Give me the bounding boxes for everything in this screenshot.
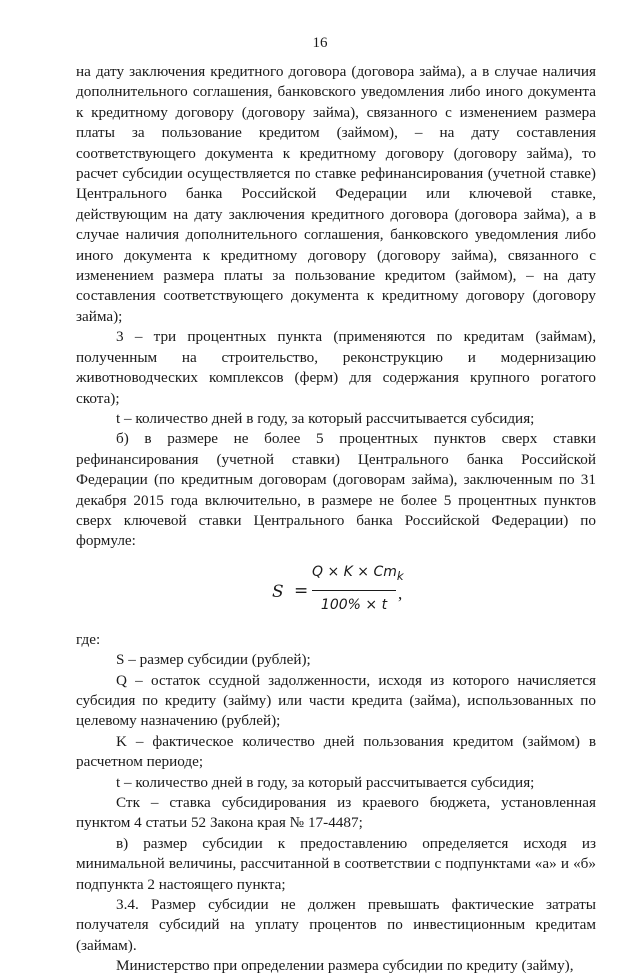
paragraph: S – размер субсидии (рублей);: [116, 651, 311, 669]
paragraph: в) размер субсидии к предоставлению определяется исходя из минимальной величины, рассчитанной в соответствии с подпунктами «а» и «б» подпункта 2 настоящего пункта;: [76, 834, 596, 893]
paragraph: t – количество дней в году, за который рассчитывается субсидия;: [116, 773, 535, 791]
formula-numerator: $Q \times K \times Cm_k$: [312, 563, 404, 583]
paragraph: б) в размере не более 5 процентных пунктов сверх ставки рефинансирования (учетной ставки) Центрального банка Российской Федерации (по кредитным договорам (договорам займа), заключенным по 31 декабря 2015 года включительно, в размере не более 5 процентных пунктов сверх ключевой ставки Центрального банка Российской Федерации) по формуле:: [76, 430, 596, 550]
paragraph: на дату заключения кредитного договора (договора займа), а в случае наличия дополнительного соглашения, банковского уведомления либо иного документа к кредитному договору (договору займа), связанного с изменением размера платы за пользование кредитом (займом), – на дату составления соответствующего документа к кредитному договору (договору займа), то расчет субсидии осуществляется по ставке рефинансирования (учетной ставке) Центрального банка Российской Федерации или ключевой ставке, действующим на дату заключения кредитного договора (договора займа), а в случае наличия дополнительного соглашения, банковского уведомления либо иного документа к кредитному договору (договору займа), связанного с изменением размера платы за пользование кредитом (займом), – на дату составления соответствующего документа к кредитному договору (договору займа);: [76, 63, 596, 325]
formula-equals: =: [294, 580, 309, 601]
formula-denominator: 100% × t: [320, 596, 388, 613]
formula-comma: ,: [398, 583, 403, 603]
page-number: 16: [312, 35, 328, 51]
subsidy-formula: [76, 562, 596, 622]
formula-lhs: S: [272, 581, 284, 602]
paragraph: 3.4. Размер субсидии не должен превышать фактические затраты получателя субсидий на уплату процентов по инвестиционным кредитам (займам).: [76, 896, 596, 954]
paragraph: Q – остаток ссудной задолженности, исходя из которого начисляется субсидия по кредиту (займу) или части кредита (займа), использованных по целевому назначению (рублей);: [76, 671, 596, 730]
paragraph: 3 – три процентных пункта (применяются по кредитам (займам), полученным на строительство, реконструкцию и модернизацию животноводческих комплексов (ферм) для содержания крупного рогатого скота);: [76, 328, 596, 407]
document-body: [76, 62, 596, 977]
where-label: где:: [76, 630, 101, 648]
formula-subscript: k: [396, 568, 404, 583]
paragraph: Министерство при определении размера субсидии по кредиту (займу),: [116, 957, 574, 975]
paragraph: Стк – ставка субсидирования из краевого бюджета, установленная пунктом 4 статьи 52 Закона края № 17-4487;: [76, 794, 596, 832]
paragraph: t – количество дней в году, за который рассчитывается субсидия;: [116, 409, 535, 427]
formula-fraction: [312, 562, 404, 616]
paragraph: K – фактическое количество дней пользования кредитом (займом) в расчетном периоде;: [76, 732, 596, 771]
